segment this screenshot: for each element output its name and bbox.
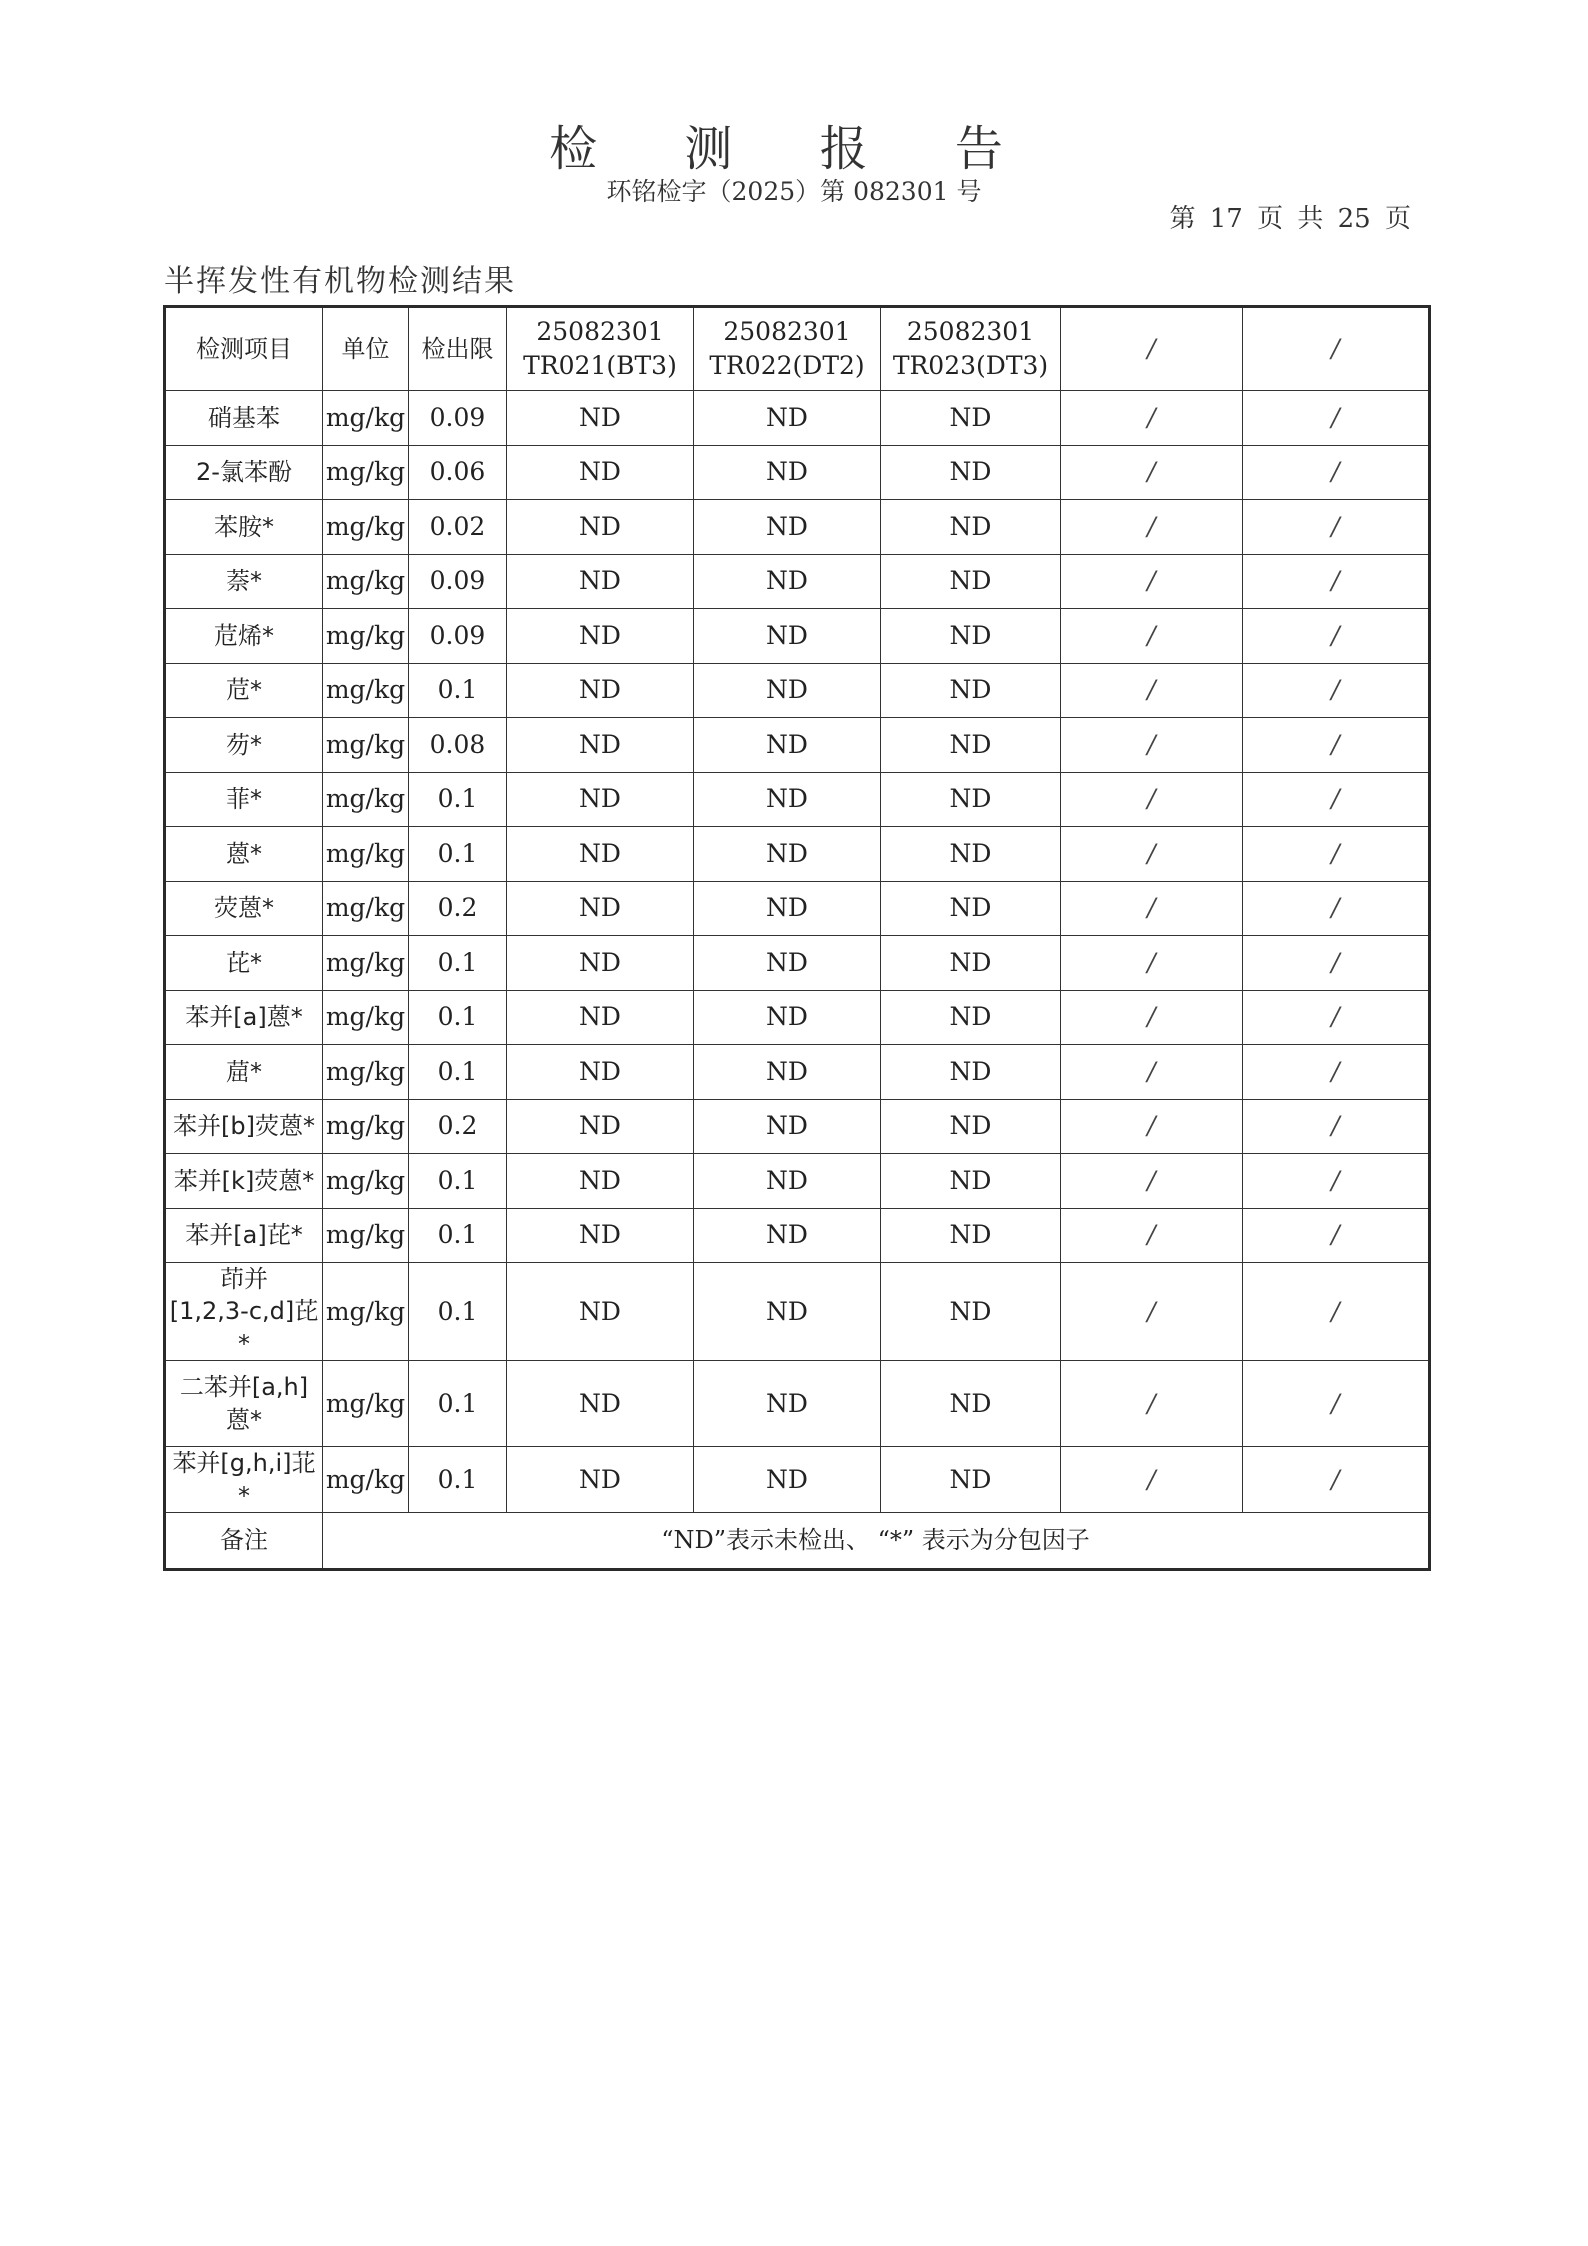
cell-sample-2: ND	[694, 990, 881, 1045]
cell-sample-1: ND	[507, 554, 694, 609]
cell-sample-4: /	[1061, 990, 1243, 1045]
table-row	[165, 554, 1430, 609]
cell-sample-3: ND	[881, 1263, 1061, 1361]
cell-limit: 0.1	[409, 1263, 507, 1361]
cell-sample-1: ND	[507, 1361, 694, 1447]
cell-limit: 0.06	[409, 445, 507, 500]
cell-sample-3: ND	[881, 1045, 1061, 1100]
cell-sample-1: ND	[507, 391, 694, 446]
cell-limit: 0.1	[409, 772, 507, 827]
cell-item: 硝基苯	[165, 391, 323, 446]
cell-sample-5: /	[1243, 990, 1430, 1045]
cell-sample-1: ND	[507, 609, 694, 664]
cell-sample-4: /	[1061, 1447, 1243, 1513]
cell-item: 2-氯苯酚	[165, 445, 323, 500]
cell-sample-3: ND	[881, 1361, 1061, 1447]
cell-sample-5: /	[1243, 554, 1430, 609]
cell-sample-4: /	[1061, 718, 1243, 773]
cell-sample-5: /	[1243, 609, 1430, 664]
cell-sample-5: /	[1243, 1447, 1430, 1513]
cell-unit: mg/kg	[323, 1154, 409, 1209]
cell-item-line1: 茚并	[220, 1265, 268, 1293]
cell-unit: mg/kg	[323, 445, 409, 500]
cell-item: 芘*	[165, 936, 323, 991]
header-sample-4: /	[1061, 307, 1243, 391]
table-row	[165, 936, 1430, 991]
cell-sample-2: ND	[694, 1263, 881, 1361]
cell-sample-5: /	[1243, 772, 1430, 827]
cell-sample-1: ND	[507, 1154, 694, 1209]
cell-sample-5: /	[1243, 1154, 1430, 1209]
cell-sample-1: ND	[507, 1045, 694, 1100]
note-text: “ND”表示未检出、 “*” 表示为分包因子	[323, 1512, 1430, 1569]
cell-limit: 0.1	[409, 990, 507, 1045]
cell-sample-4: /	[1061, 772, 1243, 827]
table-row	[165, 772, 1430, 827]
cell-limit: 0.1	[409, 1208, 507, 1263]
table-row	[165, 391, 1430, 446]
cell-item: 苯并[b]荧蒽*	[165, 1099, 323, 1154]
cell-item	[165, 1263, 323, 1361]
cell-sample-5: /	[1243, 881, 1430, 936]
cell-sample-4: /	[1061, 936, 1243, 991]
note-label: 备注	[165, 1512, 323, 1569]
cell-sample-1: ND	[507, 1099, 694, 1154]
cell-sample-4: /	[1061, 1361, 1243, 1447]
table-row	[165, 1263, 1430, 1361]
cell-sample-3: ND	[881, 1447, 1061, 1513]
table-row	[165, 609, 1430, 664]
cell-limit: 0.09	[409, 554, 507, 609]
cell-limit: 0.1	[409, 663, 507, 718]
cell-sample-3: ND	[881, 936, 1061, 991]
page-info: 第 17 页 共 25 页	[1169, 204, 1411, 234]
cell-item: 苯并[g,h,i]苝*	[165, 1447, 323, 1513]
cell-sample-4: /	[1061, 445, 1243, 500]
cell-item: 苯胺*	[165, 500, 323, 555]
cell-sample-2: ND	[694, 772, 881, 827]
cell-sample-1: ND	[507, 445, 694, 500]
cell-sample-4: /	[1061, 1099, 1243, 1154]
cell-sample-2: ND	[694, 1361, 881, 1447]
cell-sample-3: ND	[881, 609, 1061, 664]
cell-limit: 0.1	[409, 1361, 507, 1447]
cell-unit: mg/kg	[323, 936, 409, 991]
cell-sample-5: /	[1243, 663, 1430, 718]
cell-unit: mg/kg	[323, 1099, 409, 1154]
cell-sample-1: ND	[507, 718, 694, 773]
cell-limit: 0.09	[409, 609, 507, 664]
header-row	[165, 307, 1430, 391]
section-title: 半挥发性有机物检测结果	[164, 264, 516, 299]
cell-sample-5: /	[1243, 1045, 1430, 1100]
cell-sample-3: ND	[881, 718, 1061, 773]
cell-unit: mg/kg	[323, 827, 409, 882]
cell-sample-2: ND	[694, 663, 881, 718]
header-sample-2-code: TR022(DT2)	[709, 351, 865, 380]
cell-sample-5: /	[1243, 827, 1430, 882]
cell-sample-2: ND	[694, 391, 881, 446]
table-row	[165, 663, 1430, 718]
cell-sample-5: /	[1243, 936, 1430, 991]
header-sample-1-code: TR021(BT3)	[523, 351, 677, 380]
header-unit: 单位	[323, 307, 409, 391]
header-sample-2	[694, 307, 881, 391]
cell-sample-4: /	[1061, 554, 1243, 609]
cell-sample-5: /	[1243, 1361, 1430, 1447]
cell-sample-4: /	[1061, 663, 1243, 718]
cell-item: 蒽*	[165, 827, 323, 882]
results-table	[163, 305, 1431, 1571]
table-row	[165, 1099, 1430, 1154]
cell-sample-2: ND	[694, 1045, 881, 1100]
cell-sample-1: ND	[507, 772, 694, 827]
cell-item: 菲*	[165, 772, 323, 827]
cell-sample-1: ND	[507, 500, 694, 555]
cell-sample-3: ND	[881, 663, 1061, 718]
cell-limit: 0.1	[409, 827, 507, 882]
cell-unit: mg/kg	[323, 1263, 409, 1361]
cell-item: 萘*	[165, 554, 323, 609]
cell-sample-2: ND	[694, 1099, 881, 1154]
cell-sample-5: /	[1243, 718, 1430, 773]
cell-sample-3: ND	[881, 881, 1061, 936]
cell-unit: mg/kg	[323, 990, 409, 1045]
cell-sample-1: ND	[507, 1263, 694, 1361]
table-row	[165, 445, 1430, 500]
table-row	[165, 881, 1430, 936]
cell-sample-3: ND	[881, 1099, 1061, 1154]
cell-sample-4: /	[1061, 881, 1243, 936]
cell-sample-3: ND	[881, 1154, 1061, 1209]
cell-unit: mg/kg	[323, 881, 409, 936]
header-sample-3	[881, 307, 1061, 391]
table-row	[165, 500, 1430, 555]
cell-sample-1: ND	[507, 663, 694, 718]
cell-unit: mg/kg	[323, 1447, 409, 1513]
header-sample-1-id: 25082301	[536, 317, 664, 347]
table-row	[165, 1154, 1430, 1209]
cell-sample-5: /	[1243, 1208, 1430, 1263]
cell-item: 苯并[a]蒽*	[165, 990, 323, 1045]
cell-limit: 0.1	[409, 936, 507, 991]
cell-unit: mg/kg	[323, 500, 409, 555]
header-limit: 检出限	[409, 307, 507, 391]
cell-sample-4: /	[1061, 827, 1243, 882]
table-row	[165, 1045, 1430, 1100]
cell-sample-3: ND	[881, 554, 1061, 609]
cell-sample-5: /	[1243, 1099, 1430, 1154]
cell-unit: mg/kg	[323, 609, 409, 664]
cell-sample-1: ND	[507, 881, 694, 936]
cell-unit: mg/kg	[323, 554, 409, 609]
cell-item: 苯并[k]荧蒽*	[165, 1154, 323, 1209]
cell-item-line2: 蒽*	[226, 1405, 262, 1434]
header-sample-1	[507, 307, 694, 391]
cell-unit: mg/kg	[323, 1361, 409, 1447]
cell-sample-2: ND	[694, 445, 881, 500]
table-row	[165, 827, 1430, 882]
table-row	[165, 1361, 1430, 1447]
cell-unit: mg/kg	[323, 391, 409, 446]
cell-limit: 0.2	[409, 1099, 507, 1154]
cell-sample-5: /	[1243, 445, 1430, 500]
cell-item: 芴*	[165, 718, 323, 773]
cell-sample-4: /	[1061, 391, 1243, 446]
cell-sample-1: ND	[507, 827, 694, 882]
cell-sample-5: /	[1243, 1263, 1430, 1361]
cell-sample-1: ND	[507, 936, 694, 991]
header-sample-3-code: TR023(DT3)	[892, 351, 1049, 380]
cell-unit: mg/kg	[323, 1045, 409, 1100]
cell-sample-4: /	[1061, 1263, 1243, 1361]
cell-sample-4: /	[1061, 500, 1243, 555]
cell-sample-3: ND	[881, 990, 1061, 1045]
cell-sample-2: ND	[694, 881, 881, 936]
cell-item: 苊*	[165, 663, 323, 718]
cell-item: 苯并[a]芘*	[165, 1208, 323, 1263]
cell-sample-1: ND	[507, 1208, 694, 1263]
cell-item	[165, 1361, 323, 1447]
cell-sample-3: ND	[881, 391, 1061, 446]
cell-sample-3: ND	[881, 772, 1061, 827]
cell-sample-2: ND	[694, 554, 881, 609]
cell-sample-5: /	[1243, 500, 1430, 555]
cell-sample-3: ND	[881, 445, 1061, 500]
cell-sample-5: /	[1243, 391, 1430, 446]
cell-sample-4: /	[1061, 1045, 1243, 1100]
cell-limit: 0.08	[409, 718, 507, 773]
cell-sample-2: ND	[694, 1154, 881, 1209]
cell-limit: 0.1	[409, 1045, 507, 1100]
report-title: 检 测 报 告	[549, 121, 1039, 177]
table-row	[165, 1447, 1430, 1513]
cell-unit: mg/kg	[323, 718, 409, 773]
cell-limit: 0.1	[409, 1154, 507, 1209]
report-number: 环铭检字（2025）第 082301 号	[606, 177, 982, 206]
cell-unit: mg/kg	[323, 663, 409, 718]
cell-sample-4: /	[1061, 609, 1243, 664]
table-row	[165, 1208, 1430, 1263]
header-item: 检测项目	[165, 307, 323, 391]
cell-sample-4: /	[1061, 1154, 1243, 1209]
cell-sample-2: ND	[694, 1208, 881, 1263]
cell-sample-3: ND	[881, 1208, 1061, 1263]
cell-sample-2: ND	[694, 500, 881, 555]
cell-sample-1: ND	[507, 990, 694, 1045]
cell-limit: 0.2	[409, 881, 507, 936]
cell-limit: 0.09	[409, 391, 507, 446]
cell-sample-2: ND	[694, 609, 881, 664]
cell-item: 苊烯*	[165, 609, 323, 664]
header-sample-2-id: 25082301	[723, 317, 851, 347]
cell-sample-2: ND	[694, 936, 881, 991]
table-row	[165, 718, 1430, 773]
cell-item: 荧蒽*	[165, 881, 323, 936]
cell-limit: 0.02	[409, 500, 507, 555]
cell-item-line2: [1,2,3-c,d]芘*	[169, 1297, 319, 1358]
cell-item: 䓛*	[165, 1045, 323, 1100]
cell-sample-2: ND	[694, 718, 881, 773]
cell-item-line1: 二苯并[a,h]	[179, 1373, 309, 1402]
cell-unit: mg/kg	[323, 1208, 409, 1263]
cell-sample-2: ND	[694, 1447, 881, 1513]
cell-limit: 0.1	[409, 1447, 507, 1513]
cell-unit: mg/kg	[323, 772, 409, 827]
header-sample-5: /	[1243, 307, 1430, 391]
header-sample-3-id: 25082301	[906, 317, 1035, 347]
cell-sample-3: ND	[881, 500, 1061, 555]
cell-sample-2: ND	[694, 827, 881, 882]
cell-sample-4: /	[1061, 1208, 1243, 1263]
note-row	[165, 1512, 1430, 1569]
cell-sample-1: ND	[507, 1447, 694, 1513]
table-row	[165, 990, 1430, 1045]
cell-sample-3: ND	[881, 827, 1061, 882]
